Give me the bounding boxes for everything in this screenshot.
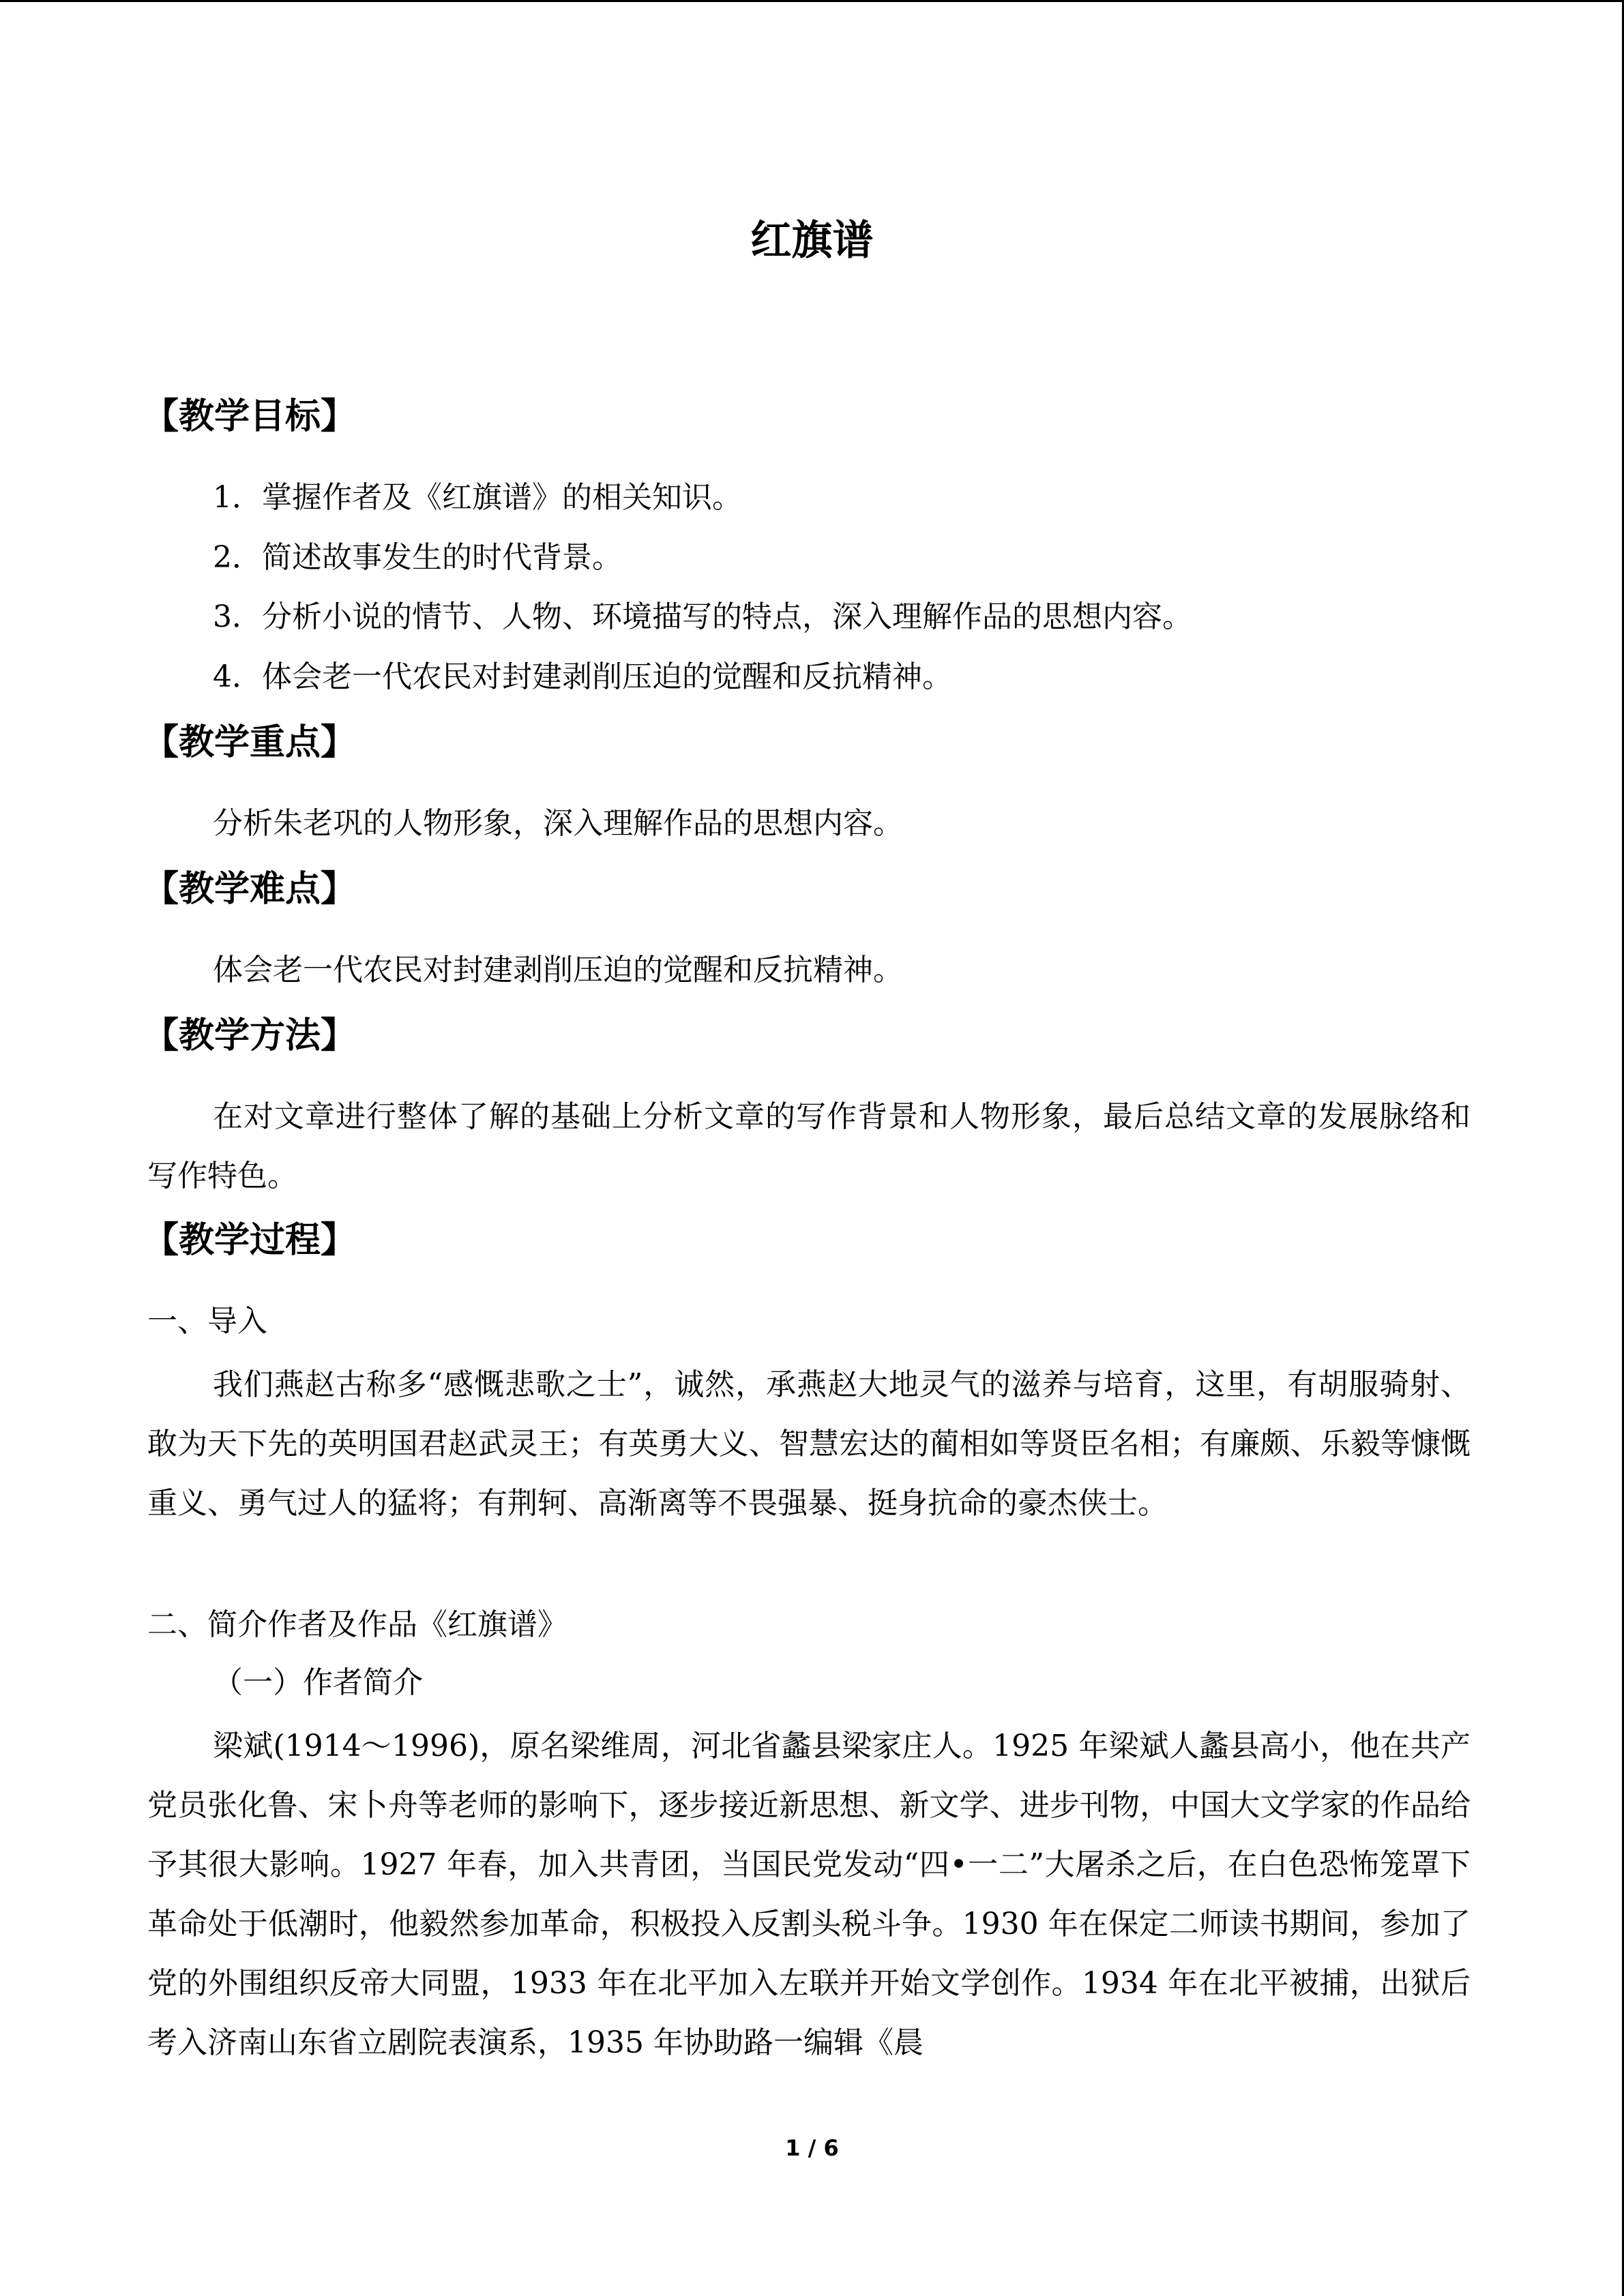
objective-item-3: 3．分析小说的情节、人物、环境描写的特点，深入理解作品的思想内容。 (213, 599, 1192, 634)
objective-item-4: 4．体会老一代农民对封建剥削压迫的觉醒和反抗精神。 (213, 659, 952, 694)
objective-item-2: 2．简述故事发生的时代背景。 (213, 540, 622, 575)
difficulties-text: 体会老一代农民对封建剥削压迫的觉醒和反抗精神。 (213, 953, 903, 987)
key-points-heading: 【教学重点】 (143, 722, 357, 763)
objectives-heading: 【教学目标】 (143, 396, 357, 437)
sub1-text: 梁斌(1914～1996)，原名梁维周，河北省蠡县梁家庄人。1925 年梁斌人蠡县高小，他在共产党员张化鲁、宋卜舟等老师的影响下，逐步接近新思想、新文学、进步刊物，中国大文学家的作品给予其很大影响。1927 年春，加入共青团，当国民党发动“四•一二”大屠杀之后，在白色恐怖笼罩下革命处于低潮时，他毅然参加革命，积极投入反割头税斗争。1930 年在保定二师读书期间，参加了党的外围组织反帝大同盟，1933 年在北平加入左联并开始文学创作。1934 年在北平被捕，出狱后考入济南山东省立剧院表演系，1935 年协助路一编辑《晨 (147, 1729, 1471, 2060)
objective-item-1: 1．掌握作者及《红旗谱》的相关知识。 (213, 480, 742, 515)
difficulties-heading: 【教学难点】 (143, 869, 357, 910)
document-title: 红旗谱 (750, 217, 874, 265)
sub1-title: （一）作者简介 (213, 1665, 423, 1700)
methods-text: 在对文章进行整体了解的基础上分析文章的写作背景和人物形象，最后总结文章的发展脉络和写作特色。 (147, 1099, 1471, 1193)
part1-text: 我们燕赵古称多“感慨悲歌之士”，诚然，承燕赵大地灵气的滋养与培育，这里，有胡服骑射、敢为天下先的英明国君赵武灵王；有英勇大义、智慧宏达的蔺相如等贤臣名相；有廉颇、乐毅等慷慨重义、勇气过人的猛将；有荆轲、高渐离等不畏强暴、挺身抗命的豪杰侠士。 (147, 1367, 1471, 1521)
key-points-text: 分析朱老巩的人物形象，深入理解作品的思想内容。 (213, 806, 903, 841)
methods-heading: 【教学方法】 (143, 1015, 357, 1056)
process-heading: 【教学过程】 (143, 1220, 357, 1261)
page-number: 1 / 6 (785, 2135, 839, 2161)
part1-title: 一、导入 (147, 1304, 267, 1339)
part2-title: 二、简介作者及作品《红旗谱》 (147, 1607, 567, 1642)
